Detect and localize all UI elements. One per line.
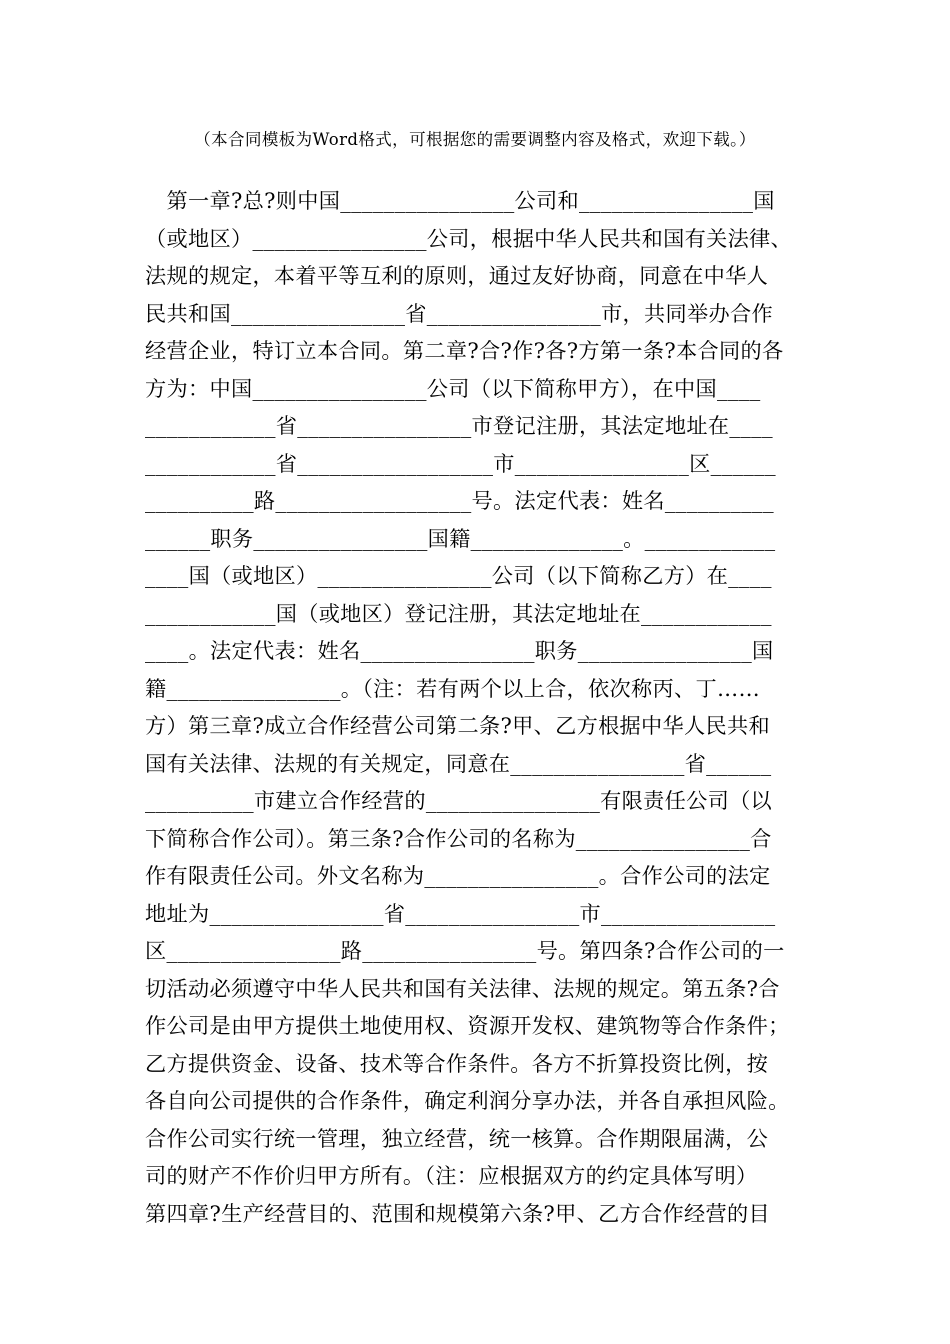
body-line: 第四章?生产经营目的、范围和规模第六条?甲、乙方合作经营的目 [145, 1200, 770, 1226]
body-line: 第一章?总?则中国________________公司和________________国 [145, 188, 775, 213]
body-line: __________路__________________号。法定代表：姓名__________ [145, 488, 774, 513]
body-line: 区________________路________________号。第四条?合作公司的一 [145, 938, 785, 963]
contract-body [145, 182, 805, 1232]
body-line: 方）第三章?成立合作经营公司第二条?甲、乙方根据中华人民共和 [145, 713, 770, 738]
body-line: ______职务________________国籍______________。____________ [145, 525, 776, 551]
body-line: 国有关法律、法规的有关规定，同意在________________省______ [145, 750, 772, 776]
body-line: ____________国（或地区）登记注册，其法定地址在____________ [145, 600, 772, 626]
body-line: 合作公司实行统一管理，独立经营，统一核算。合作期限届满，公 [145, 1125, 769, 1151]
body-line: 乙方提供资金、设备、技术等合作条件。各方不折算投资比例，按 [145, 1050, 769, 1076]
body-line: 籍________________。（注：若有两个以上合，依次称丙、丁…… [145, 675, 760, 701]
body-line: 法规的规定，本着平等互利的原则，通过友好协商，同意在中华人 [145, 263, 769, 288]
body-line: 司的财产不作价归甲方所有。（注：应根据双方的约定具体写明） [145, 1163, 758, 1188]
body-line: （或地区）________________公司，根据中华人民共和国有关法律、 [145, 225, 793, 251]
body-line: __________市建立合作经营的________________有限责任公司（以 [145, 788, 773, 813]
template-note: （本合同模板为Word格式，可根据您的需要调整内容及格式，欢迎下载。） [194, 130, 756, 149]
body-line: 民共和国________________省________________市，共同举办合作 [145, 300, 773, 326]
body-line: ____________省________________市登记注册，其法定地址在____ [145, 413, 773, 438]
body-line: 切活动必须遵守中华人民共和国有关法律、法规的规定。第五条?合 [145, 975, 780, 1001]
body-line: 经营企业，特订立本合同。第二章?合?作?各?方第一条?本合同的各 [145, 338, 784, 363]
body-line: 作公司是由甲方提供土地使用权、资源开发权、建筑物等合作条件； [145, 1013, 790, 1038]
body-line: ____________省__________________市________________区______ [145, 450, 776, 476]
body-line: 地址为________________省________________市________________ [145, 900, 776, 926]
body-line: 各自向公司提供的合作条件，确定利润分享办法，并各自承担风险。 [145, 1088, 790, 1113]
body-line: 方为：中国________________公司（以下简称甲方），在中国____ [145, 375, 761, 401]
body-line: ____。法定代表：姓名________________职务________________国 [145, 638, 774, 663]
body-line: 作有限责任公司。外文名称为________________。合作公司的法定 [145, 863, 771, 888]
body-line: 下简称合作公司）。第三条?合作公司的名称为________________合 [145, 825, 772, 851]
body-line: ____国（或地区）________________公司（以下简称乙方）在____ [145, 563, 772, 588]
